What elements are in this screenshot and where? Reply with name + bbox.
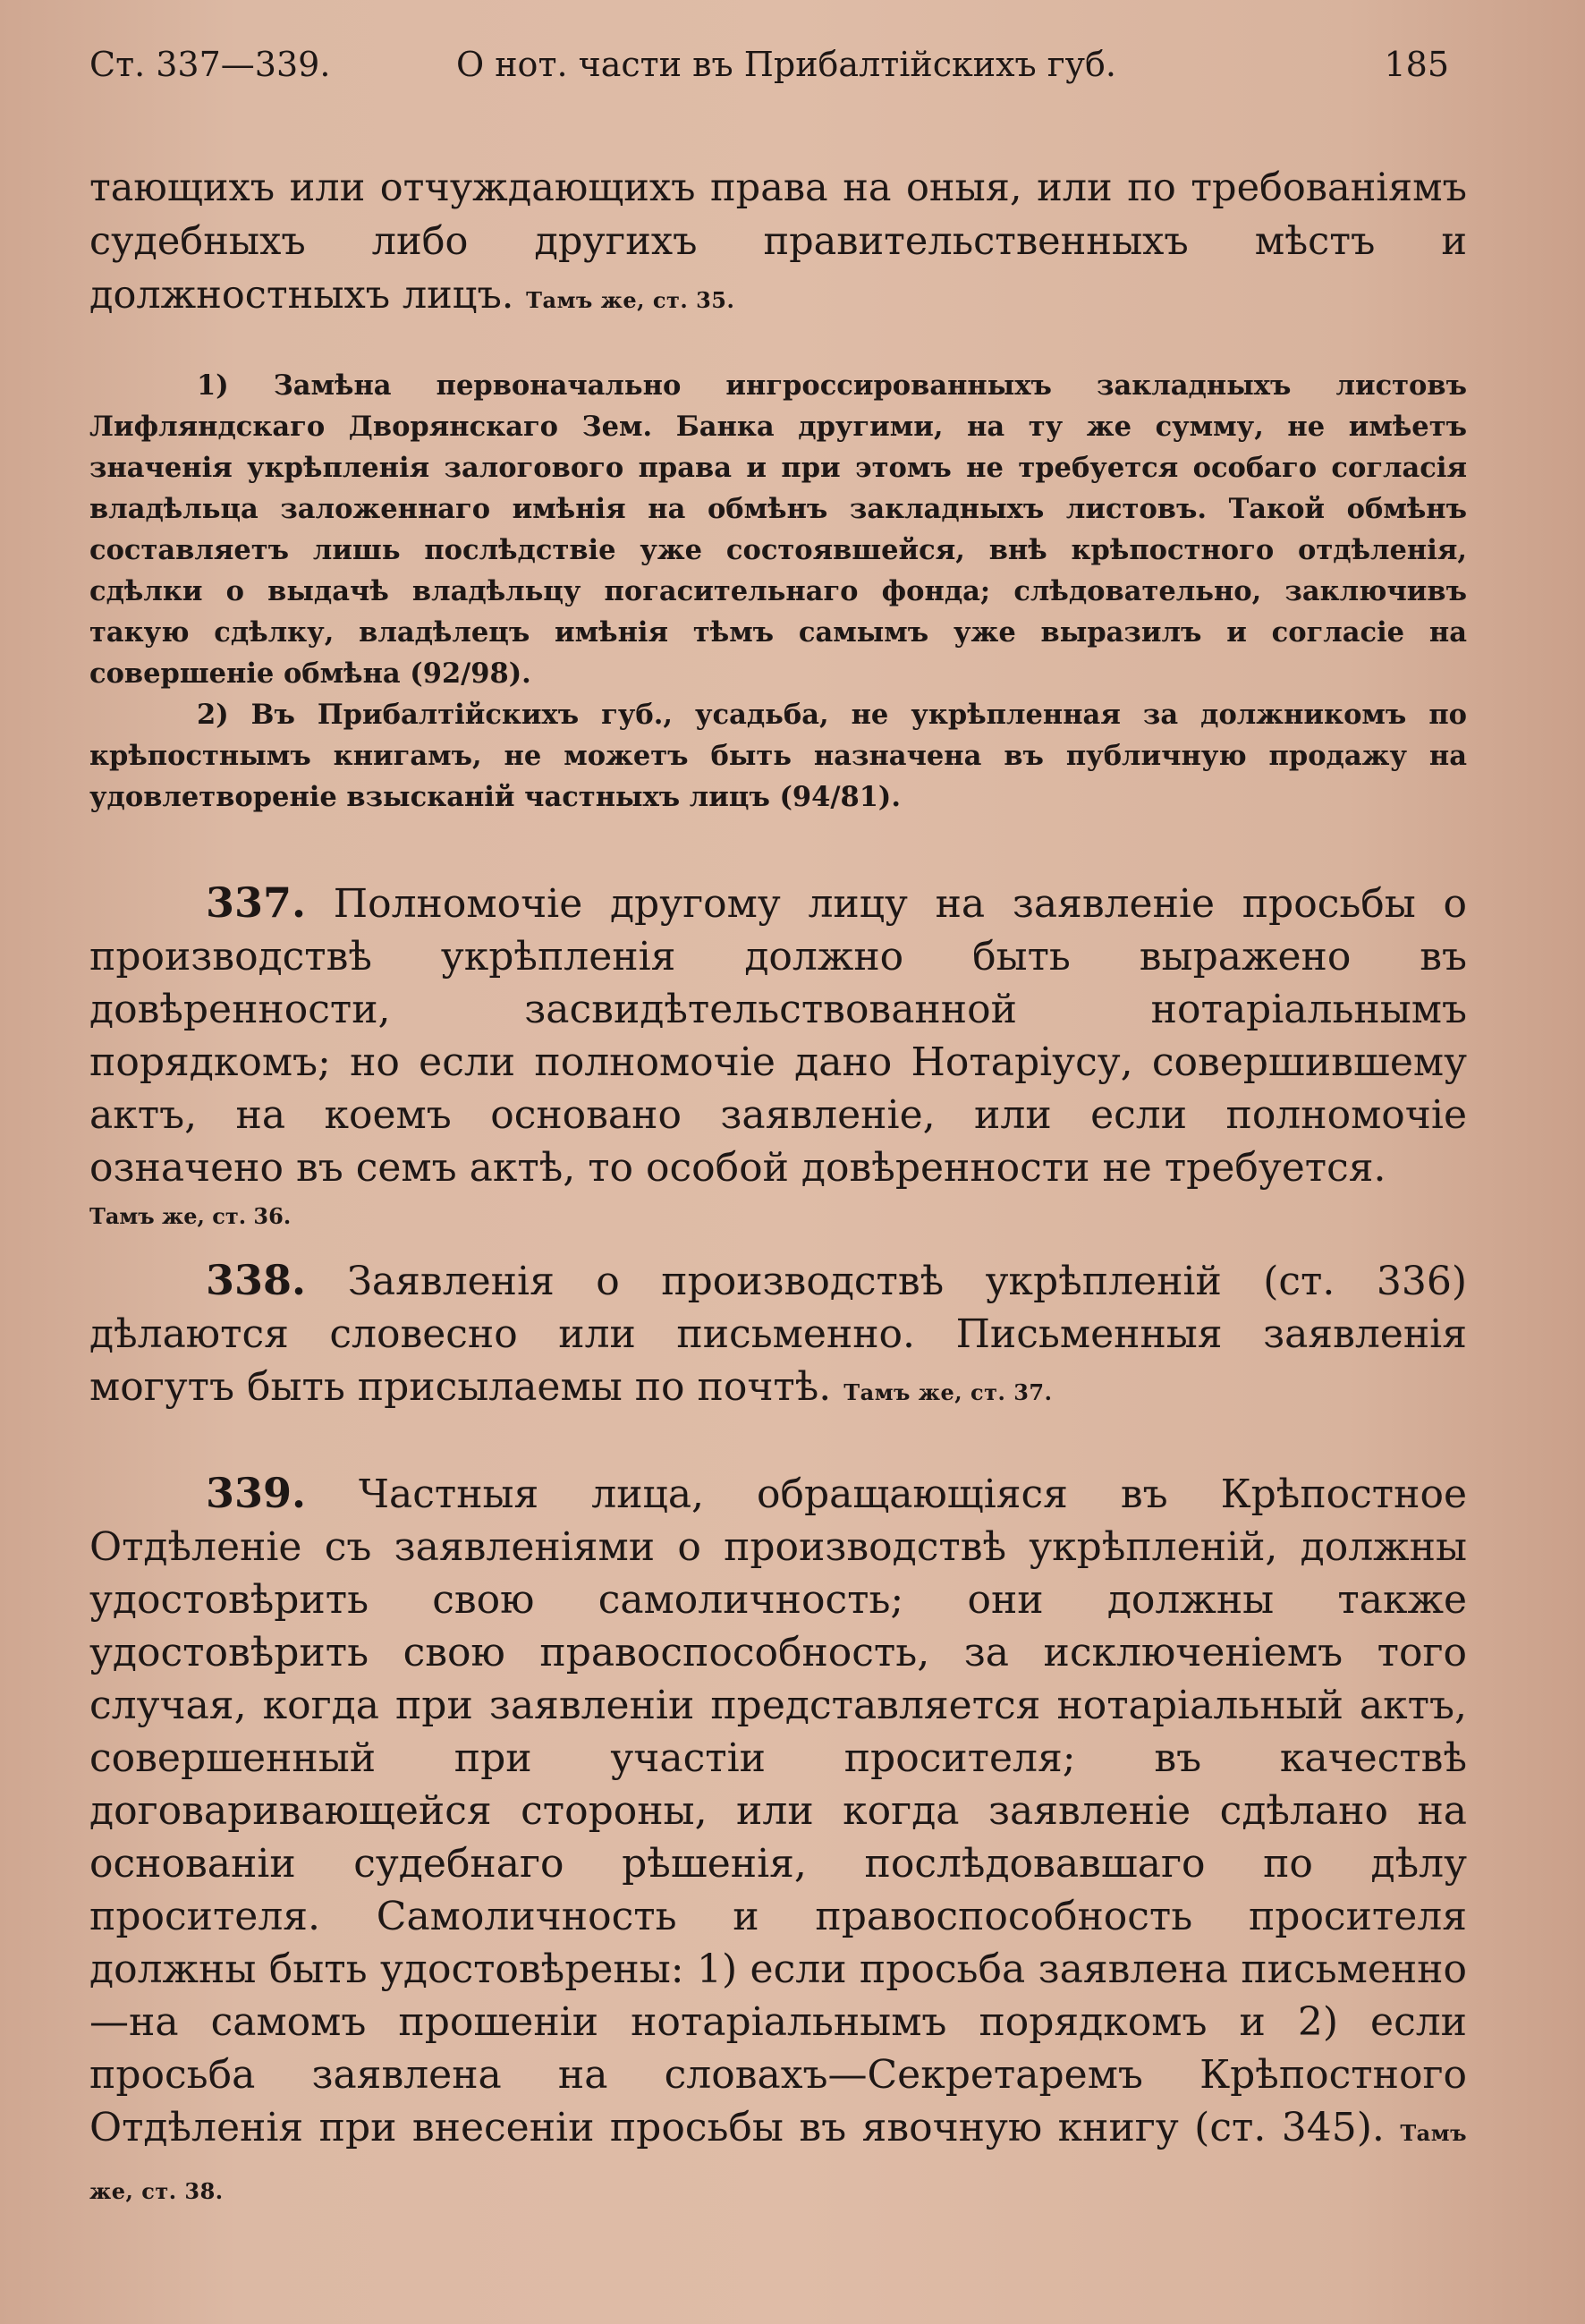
notes-section — [89, 365, 1467, 818]
source-reference: Тамъ же, ст. 36. — [89, 1203, 292, 1229]
article-text: Полномочіе другому лицу на заявленіе просьбы о производствѣ укрѣпленія должно быть выражено въ довѣренности, засвидѣтельствованной нотаріальнымъ порядкомъ; но если полномочіе дано Нотаріусу, совершившему актъ, на коемъ основано заявленіе, или если полномочіе означено въ семъ актѣ, то особой довѣренности не требуется. — [89, 881, 1467, 1191]
page-number: 185 — [1384, 45, 1449, 84]
running-header — [89, 45, 1449, 98]
header-title: О нот. части въ Прибалтійскихъ губ. — [456, 45, 1116, 84]
article-text: Заявленія о производствѣ укрѣпленій (ст. 336) дѣлаются словесно или письменно. Письменныя заявленія могутъ быть присылаемы по почтѣ. — [89, 1259, 1467, 1410]
paragraph-text: тающихъ или отчуждающихъ права на оныя, или по требованіямъ судебныхъ либо другихъ правительственныхъ мѣстъ и должностныхъ лицъ. — [89, 165, 1467, 318]
note-1: 1) Замѣна первоначально ингроссированныхъ закладныхъ листовъ Лифляндскаго Дворянскаго Зем. Банка другими, на ту же сумму, не имѣетъ значенія укрѣпленія залогового права и при этомъ не требуется особаго согласія владѣльца заложеннаго имѣнія на обмѣнъ закладныхъ листовъ. Такой обмѣнъ составляетъ лишь послѣдствіе уже состоявшейся, внѣ крѣпостного отдѣленія, сдѣлки о выдачѣ владѣльцу погасительнаго фонда; слѣдовательно, заключивъ такую сдѣлку, владѣлецъ имѣнія тѣмъ самымъ уже выразилъ и согласіе на совершеніе обмѣна (92/98). — [89, 369, 1467, 690]
article-number: 337. — [206, 878, 307, 927]
article-number: 339. — [206, 1469, 307, 1517]
note-2: 2) Въ Прибалтійскихъ губ., усадьба, не укрѣпленная за должникомъ по крѣпостнымъ книгамъ, не можетъ быть назначена въ публичную продажу на удовлетвореніе взысканій частныхъ лицъ (94/81). — [89, 699, 1467, 813]
article-338 — [89, 1254, 1467, 1419]
header-articles: Ст. 337—339. — [89, 45, 331, 84]
article-337 — [89, 877, 1467, 1239]
source-reference: Тамъ же, ст. 37. — [843, 1379, 1053, 1405]
source-reference: Тамъ же, ст. 35. — [526, 287, 735, 313]
article-339 — [89, 1467, 1467, 2218]
source-reference: Тамъ же, ст. 38. — [89, 2120, 1467, 2204]
article-text: Частныя лица, обращающіяся въ Крѣпостное Отдѣленіе съ заявленіями о производствѣ укрѣпленій, должны удостовѣрить свою самоличность; они должны также удостовѣрить свою правоспособность, за исключеніемъ того случая, когда при заявленіи представляется нотаріальный актъ, совершенный при участіи просителя; въ качествѣ договаривающейся стороны, или когда заявленіе сдѣлано на основаніи судебнаго рѣшенія, послѣдовавшаго по дѣлу просителя. Самоличность и правоспособность просителя должны быть удостовѣрены: 1) если просьба заявлена письменно—на самомъ прошеніи нотаріальнымъ порядкомъ и 2) если просьба заявлена на словахъ—Секретаремъ Крѣпостного Отдѣленія при внесеніи просьбы въ явочную книгу (ст. 345). — [89, 1472, 1467, 2150]
continued-paragraph — [89, 161, 1467, 327]
article-number: 338. — [206, 1256, 307, 1304]
